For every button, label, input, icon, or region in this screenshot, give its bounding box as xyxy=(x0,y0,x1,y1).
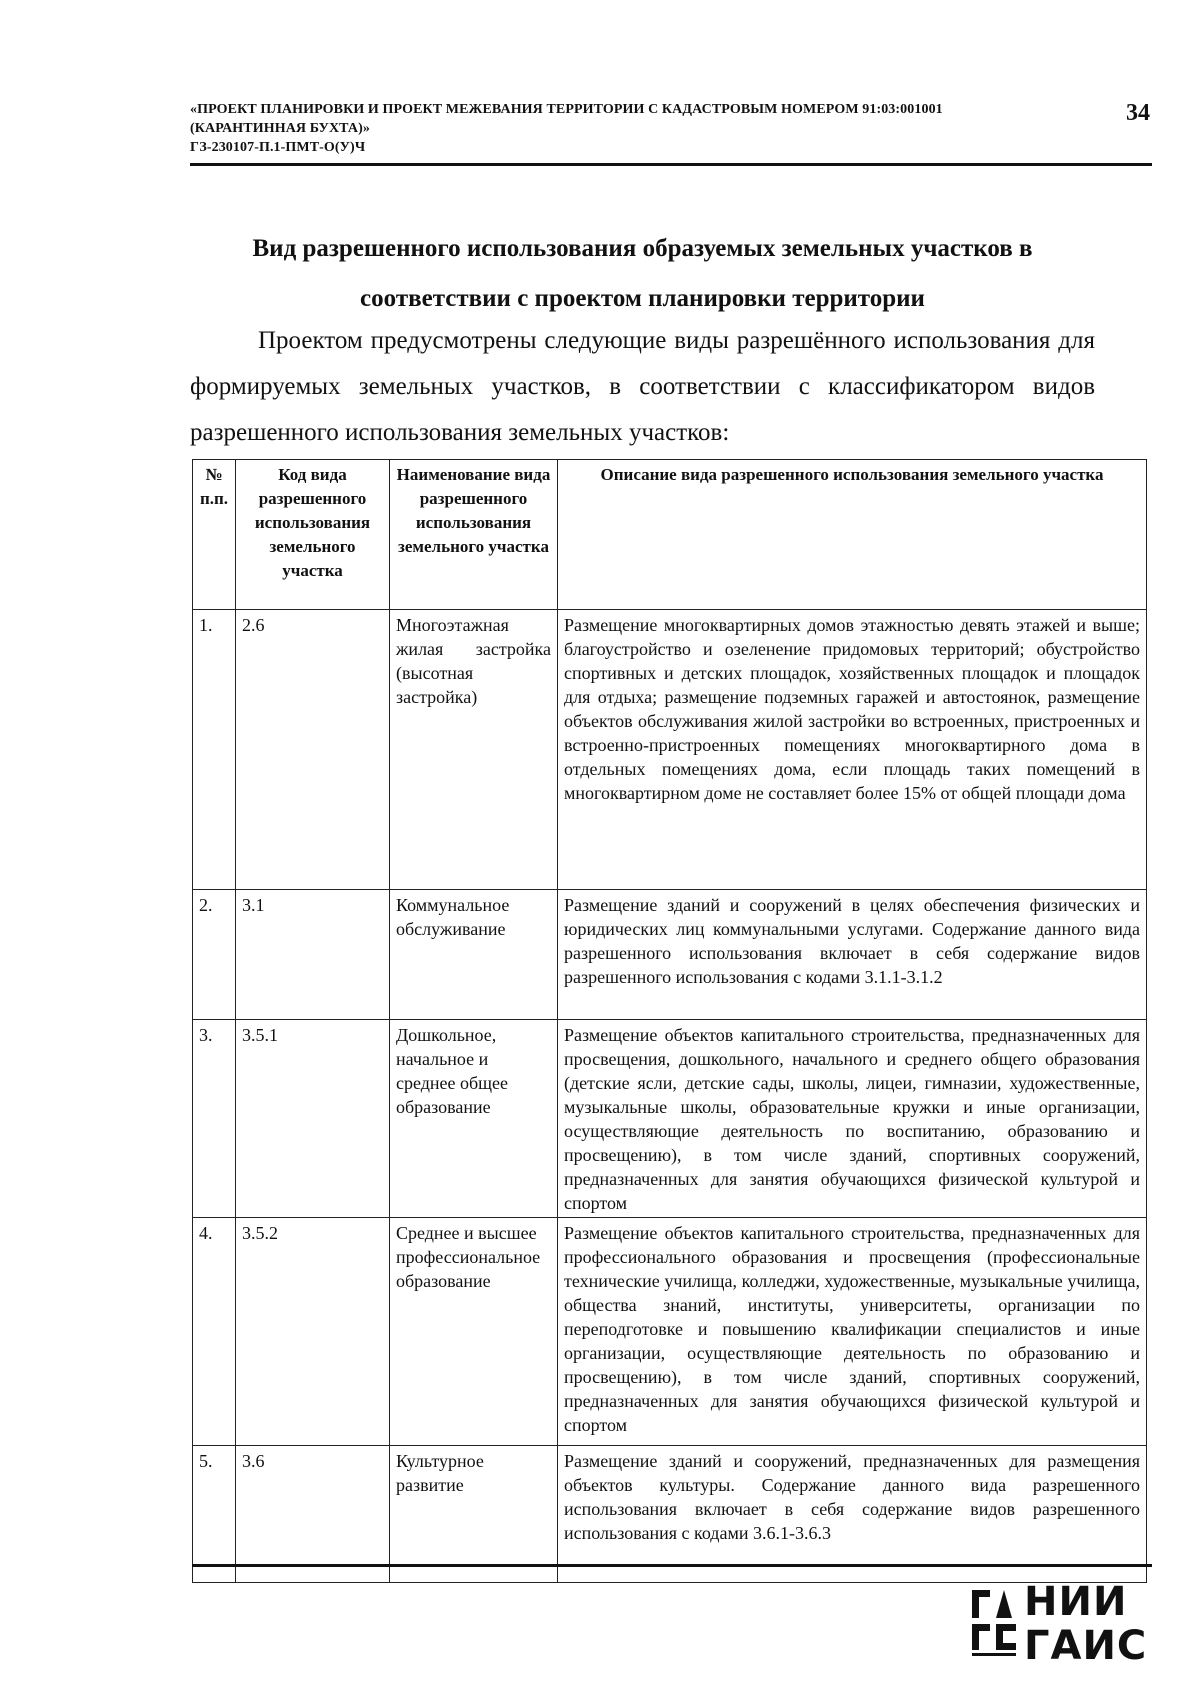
page-header xyxy=(190,100,1150,157)
column-header-name: Наименование вида разрешенного использования земельного участка xyxy=(390,460,558,610)
row-number: 3. xyxy=(193,1020,236,1218)
table-header-row xyxy=(193,460,1147,610)
row-name: Коммунальное обслуживание xyxy=(390,890,558,1020)
row-number: 5. xyxy=(193,1446,236,1583)
row-code: 3.5.1 xyxy=(236,1020,390,1218)
logo-mark-icon xyxy=(970,1588,1020,1658)
row-number: 1. xyxy=(193,610,236,890)
page-number: 34 xyxy=(1126,100,1150,126)
row-description: Размещение многоквартирных домов этажностью девять этажей и выше; благоустройство и озеленение придомовых территорий; обустройство спортивных и детских площадок, хозяйственных площадок и площадок для отдыха; размещение подземных гаражей и автостоянок, размещение объектов обслуживания жилой застройки во встроенных, пристроенных и встроенно-пристроенных помещениях многоквартирного дома в отдельных помещениях дома, если площадь таких помещений в многоквартирном доме не составляет более 15% от общей площади дома xyxy=(558,610,1147,890)
row-number: 2. xyxy=(193,890,236,1020)
permitted-use-table xyxy=(192,459,1147,1583)
table-row xyxy=(193,1218,1147,1446)
table-row xyxy=(193,1020,1147,1218)
row-name: Дошкольное, начальное и среднее общее образование xyxy=(390,1020,558,1218)
footer-divider xyxy=(192,1564,1152,1567)
logo-wordmark xyxy=(1024,1580,1147,1668)
header-document-code: ГЗ-230107-П.1-ПМТ-О(У)Ч xyxy=(190,140,366,155)
header-project-title: «ПРОЕКТ ПЛАНИРОВКИ И ПРОЕКТ МЕЖЕВАНИЯ ТЕРРИТОРИИ С КАДАСТРОВЫМ НОМЕРОМ 91:03:001001 xyxy=(190,102,943,117)
column-header-number: № п.п. xyxy=(193,460,236,610)
table-row xyxy=(193,610,1147,890)
row-code: 2.6 xyxy=(236,610,390,890)
row-description: Размещение объектов капитального строительства, предназначенных для просвещения, дошкольного, начального и среднего общего образования (детские ясли, детские сады, школы, лицеи, гимназии, художественные, музыкальные школы, образовательные кружки и иные организации, осуществляющие деятельность по воспитанию, образованию и просвещению), в том числе зданий, спортивных сооружений, предназначенных для занятия обучающихся физической культурой и спортом xyxy=(558,1020,1147,1218)
table-row xyxy=(193,890,1147,1020)
row-name: Культурное развитие xyxy=(390,1446,558,1583)
column-header-description: Описание вида разрешенного использования земельного участка xyxy=(558,460,1147,610)
row-code: 3.6 xyxy=(236,1446,390,1583)
row-name: Среднее и высшее профессиональное образование xyxy=(390,1218,558,1446)
row-description: Размещение зданий и сооружений, предназначенных для размещения объектов культуры. Содержание данного вида разрешенного использования включает в себя содержание видов разрешенного использования с кодами 3.6.1-3.6.3 xyxy=(558,1446,1147,1583)
company-logo xyxy=(970,1580,1150,1670)
row-code: 3.5.2 xyxy=(236,1218,390,1446)
header-divider xyxy=(190,163,1152,166)
section-title: Вид разрешенного использования образуемых земельных участков в соответствии с проектом планировки территории xyxy=(252,235,1033,312)
row-code: 3.1 xyxy=(236,890,390,1020)
logo-line-2: ГАИС xyxy=(1024,1623,1148,1669)
intro-paragraph: Проектом предусмотрены следующие виды разрешённого использования для формируемых земельных участков, в соответствии с классификатором видов разрешенного использования земельных участков: xyxy=(190,327,1095,446)
header-project-subtitle: (КАРАНТИННАЯ БУХТА)» xyxy=(190,121,370,136)
row-description: Размещение зданий и сооружений в целях обеспечения физических и юридических лиц коммунальными услугами. Содержание данного вида разрешенного использования включает в себя содержание видов разрешенного использования с кодами 3.1.1-3.1.2 xyxy=(558,890,1147,1020)
column-header-code: Код вида разрешенного использования земельного участка xyxy=(236,460,390,610)
row-number: 4. xyxy=(193,1218,236,1446)
row-description: Размещение объектов капитального строительства, предназначенных для профессионального образования и просвещения (профессиональные технические училища, колледжи, художественные, музыкальные училища, общества знаний, институты, университеты, организации по переподготовке и повышению квалификации специалистов и иные организации, осуществляющие деятельность по образованию и просвещению), в том числе зданий, спортивных сооружений, предназначенных для занятия обучающихся физической культурой и спортом xyxy=(558,1218,1147,1446)
table-row xyxy=(193,1446,1147,1583)
row-name: Многоэтажная жилая застройка (высотная застройка) xyxy=(390,610,558,890)
logo-line-1: НИИ xyxy=(1024,1579,1128,1625)
